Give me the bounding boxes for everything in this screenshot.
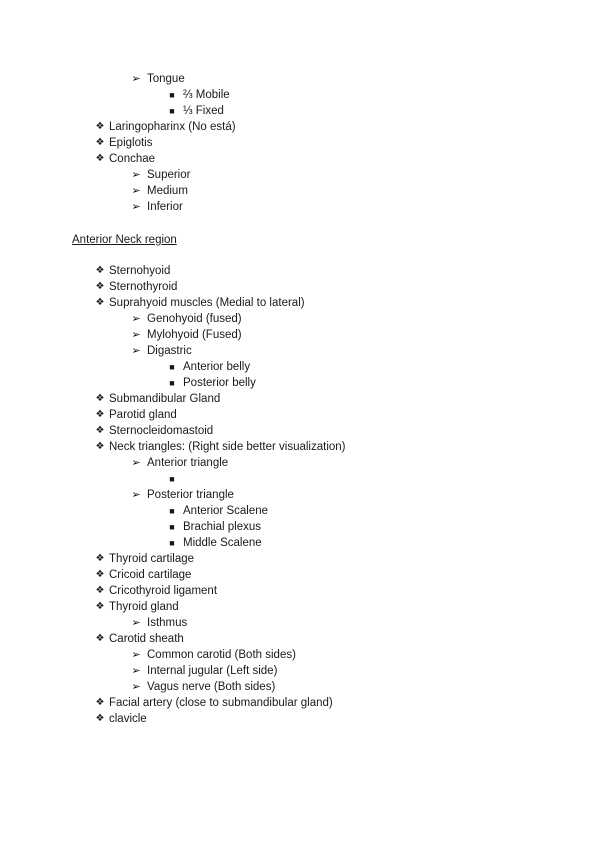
list-item-text: Inferior [147,201,183,213]
arrow-bullet-icon: ➢ [131,184,141,197]
list-item-text: Neck triangles: (Right side better visualization) [109,441,346,453]
section-heading: Anterior Neck region [72,234,177,246]
list-item-text: Anterior belly [183,361,251,373]
list-item-text: clavicle [109,713,147,725]
square-bullet-icon: ■ [169,90,175,100]
list-item-text: Posterior triangle [147,489,234,501]
list-item-text: Tongue [147,73,185,85]
list-item-text: Cricothyroid ligament [109,585,218,597]
arrow-bullet-icon: ➢ [131,488,141,501]
square-bullet-icon: ■ [169,378,175,388]
arrow-bullet-icon: ➢ [131,664,141,677]
diamond-bullet-icon: ❖ [95,633,105,644]
diamond-bullet-icon: ❖ [95,393,105,404]
diamond-bullet-icon: ❖ [95,409,105,420]
diamond-bullet-icon: ❖ [95,713,105,724]
list-item-text: Vagus nerve (Both sides) [147,681,276,693]
list-item-text: Conchae [109,153,156,165]
arrow-bullet-icon: ➢ [131,616,141,629]
diamond-bullet-icon: ❖ [95,281,105,292]
list-item-text: Genohyoid (fused) [147,313,242,325]
square-bullet-icon: ■ [169,522,175,532]
arrow-bullet-icon: ➢ [131,680,141,693]
arrow-bullet-icon: ➢ [131,344,141,357]
diamond-bullet-icon: ❖ [95,121,105,132]
list-item-text: Mylohyoid (Fused) [147,329,242,341]
list-item-text: Submandibular Gland [109,393,221,405]
list-item-text: Parotid gland [109,409,177,421]
arrow-bullet-icon: ➢ [131,328,141,341]
diamond-bullet-icon: ❖ [95,601,105,612]
list-item-text: Isthmus [147,617,188,629]
list-item-text: Anterior Scalene [183,505,269,517]
list-item-text: Superior [147,169,191,181]
list-item-text: Suprahyoid muscles (Medial to lateral) [109,297,305,309]
diamond-bullet-icon: ❖ [95,553,105,564]
diamond-bullet-icon: ❖ [95,441,105,452]
list-item-text: Posterior belly [183,377,256,389]
list-item-text: Thyroid gland [109,601,179,613]
list-item-text: Anterior triangle [147,457,229,469]
list-item-text: Brachial plexus [183,521,261,533]
arrow-bullet-icon: ➢ [131,168,141,181]
list-item-text: ⅓ Fixed [183,105,224,117]
square-bullet-icon: ■ [169,106,175,116]
list-item-text: Facial artery (close to submandibular gland) [109,697,333,709]
list-item-text: Sternohyoid [109,265,171,277]
diamond-bullet-icon: ❖ [95,697,105,708]
arrow-bullet-icon: ➢ [131,200,141,213]
list-item-text: Common carotid (Both sides) [147,649,296,661]
list-item-text: Internal jugular (Left side) [147,665,278,677]
diamond-bullet-icon: ❖ [95,425,105,436]
arrow-bullet-icon: ➢ [131,456,141,469]
list-item-text: Cricoid cartilage [109,569,192,581]
diamond-bullet-icon: ❖ [95,153,105,164]
list-item-text: ⅔ Mobile [183,89,230,101]
list-item-text: Laringopharinx (No está) [109,121,236,133]
list-item-text: Middle Scalene [183,537,262,549]
list-item-text: Epiglotis [109,137,153,149]
list-item-text: Carotid sheath [109,633,184,645]
list-item-text: Digastric [147,345,192,357]
arrow-bullet-icon: ➢ [131,72,141,85]
list-item-text: Medium [147,185,188,197]
square-bullet-icon: ■ [169,506,175,516]
diamond-bullet-icon: ❖ [95,585,105,596]
diamond-bullet-icon: ❖ [95,297,105,308]
diamond-bullet-icon: ❖ [95,137,105,148]
list-item-text: Sternocleidomastoid [109,425,214,437]
list-item-text: Sternothyroid [109,281,178,293]
square-bullet-icon: ■ [169,362,175,372]
square-bullet-icon: ■ [169,474,175,484]
arrow-bullet-icon: ➢ [131,312,141,325]
square-bullet-icon: ■ [169,538,175,548]
arrow-bullet-icon: ➢ [131,648,141,661]
diamond-bullet-icon: ❖ [95,569,105,580]
diamond-bullet-icon: ❖ [95,265,105,276]
list-item-text: Thyroid cartilage [109,553,195,565]
